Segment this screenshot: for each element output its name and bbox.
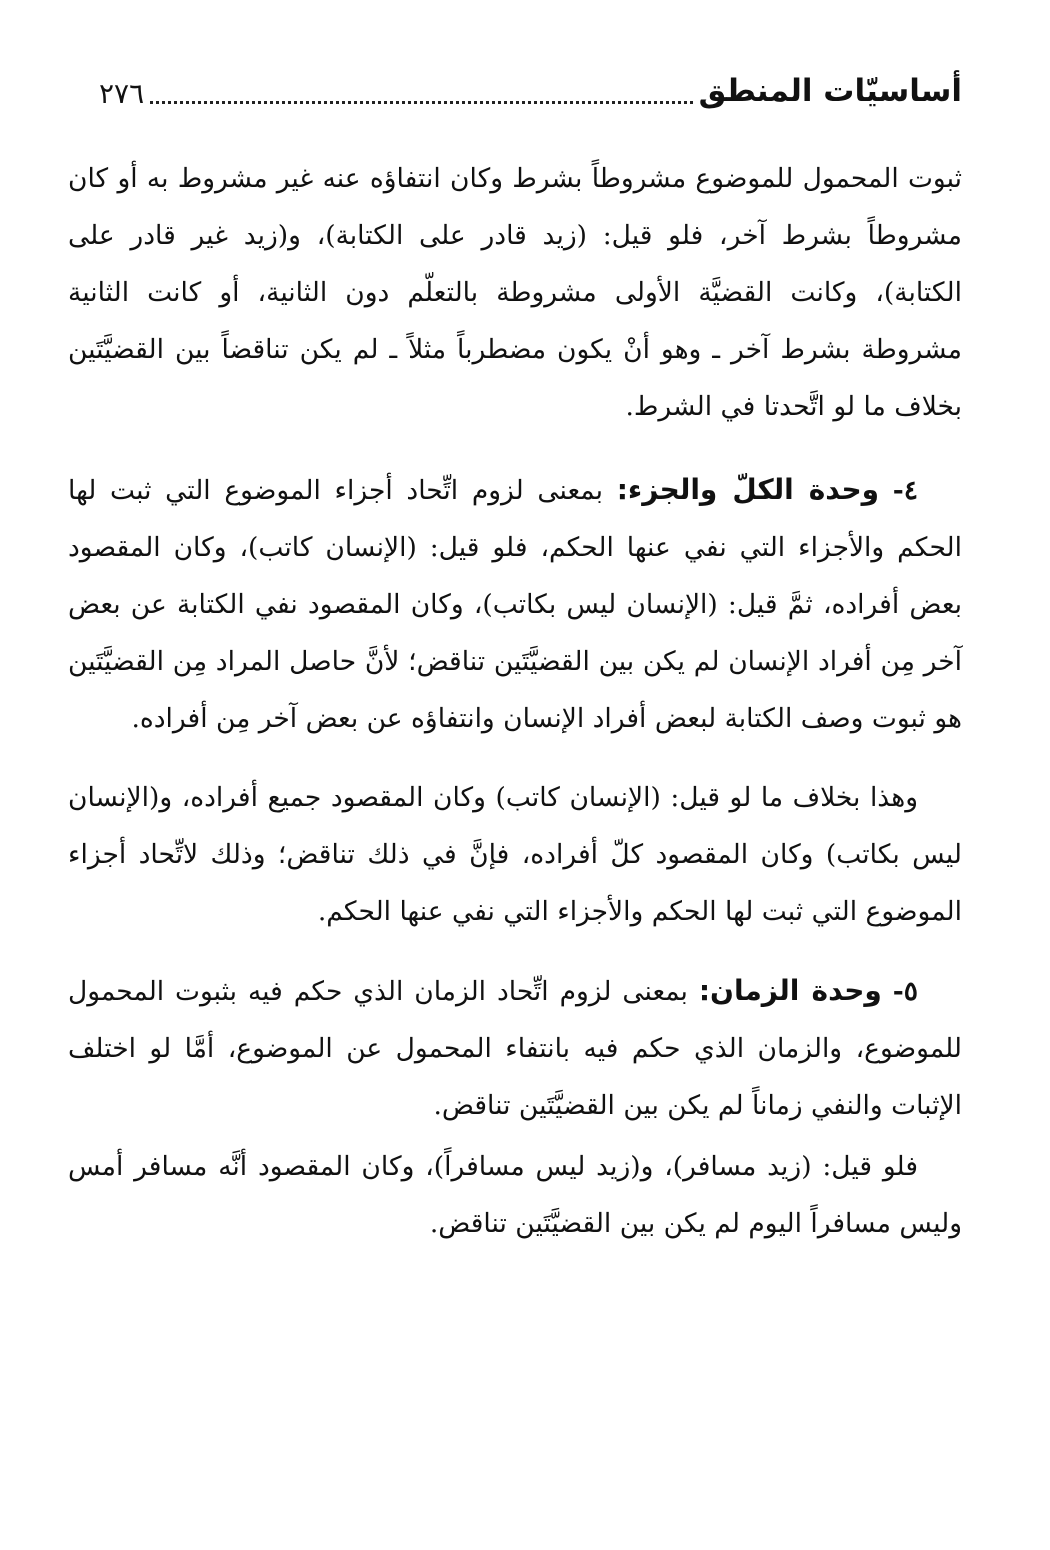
heading-whole-and-part-unity: وحدة الكلّ والجزء: xyxy=(616,473,880,506)
paragraph-4 xyxy=(68,962,962,1134)
section-number-5: ٥- xyxy=(892,976,918,1007)
paragraph-4-text: بمعنى لزوم اتِّحاد الزمان الذي حكم فيه بثبوت المحمول للموضوع، والزمان الذي حكم فيه بانتفاء المحمول عن الموضوع، أمَّا لو اختلف الإثبات والنفي زماناً لم يكن بين القضيَّتَين تناقض. xyxy=(68,976,962,1121)
section-number-4: ٤- xyxy=(892,475,918,506)
paragraph-1: ثبوت المحمول للموضوع مشروطاً بشرط وكان انتفاؤه عنه غير مشروط به أو كان مشروطاً بشرط آخر، فلو قيل: (زيد قادر على الكتابة)، و(زيد غير قادر على الكتابة)، وكانت القضيَّة الأولى مشروطة بالتعلّم دون الثانية، أو كانت الثانية مشروطة بشرط آخر ـ وهو أنْ يكون مضطرباً مثلاً ـ لم يكن تناقضاً بين القضيَّتَين بخلاف ما لو اتَّحدتا في الشرط. xyxy=(68,163,962,422)
dotted-leader xyxy=(150,101,693,104)
paragraph-2-text: بمعنى لزوم اتِّحاد أجزاء الموضوع التي ثبت لها الحكم والأجزاء التي نفي عنها الحكم، فلو قيل: (الإنسان كاتب)، وكان المقصود بعض أفراده، ثمَّ قيل: (الإنسان ليس بكاتب)، وكان المقصود نفي الكتابة عن بعض آخر مِن أفراد الإنسان لم يكن بين القضيَّتَين تناقض؛ لأنَّ حاصل المراد مِن القضيَّتَين هو ثبوت وصف الكتابة لبعض أفراد الإنسان وانتفاؤه عن بعض آخر مِن أفراده. xyxy=(68,475,962,734)
page-number: ٢٧٦ xyxy=(99,77,145,110)
paragraph-3: وهذا بخلاف ما لو قيل: (الإنسان كاتب) وكان المقصود جميع أفراده، و(الإنسان ليس بكاتب) وكان المقصود كلّ أفراده، فإنَّ في ذلك تناقض؛ وذلك لاتِّحاد أجزاء الموضوع التي ثبت لها الحكم والأجزاء التي نفي عنها الحكم. xyxy=(68,782,962,927)
paragraph-2 xyxy=(68,461,962,747)
page-body xyxy=(68,150,962,1252)
running-header xyxy=(95,62,962,114)
heading-time-unity: وحدة الزمان: xyxy=(698,974,882,1007)
book-title: أساسيّات المنطق xyxy=(698,73,962,109)
paragraph-5: فلو قيل: (زيد مسافر)، و(زيد ليس مسافراً)، وكان المقصود أنَّه مسافر أمس وليس مسافراً اليوم لم يكن بين القضيَّتَين تناقض. xyxy=(68,1151,962,1239)
